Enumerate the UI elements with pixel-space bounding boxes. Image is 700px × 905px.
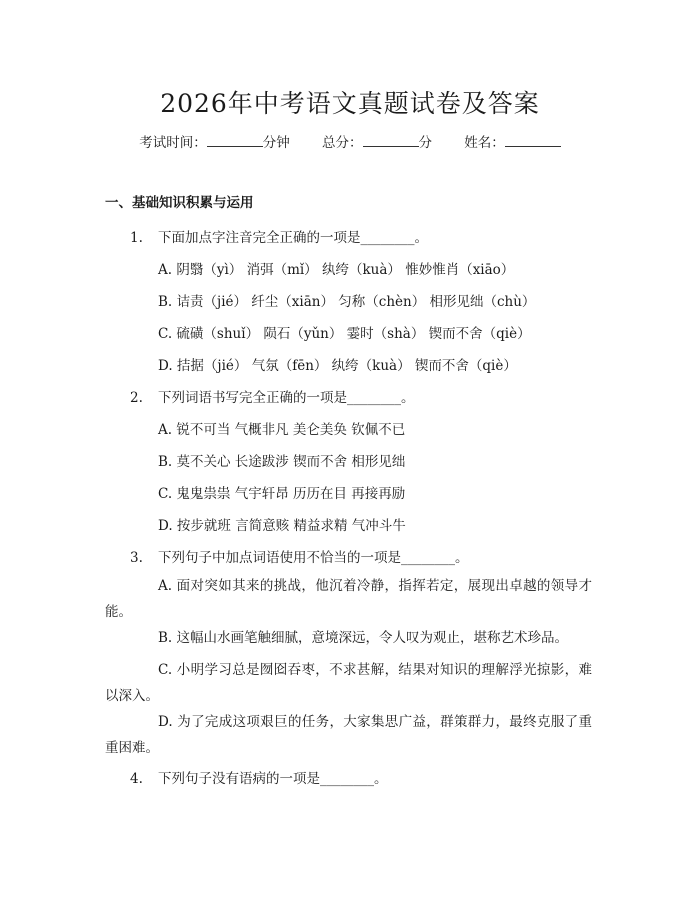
exam-info-line: [0, 131, 700, 151]
q3-option-c: C. 小明学习总是囫囵吞枣，不求甚解，结果对知识的理解浮光掠影，难以深入。: [105, 662, 592, 704]
question-number: 4.: [130, 771, 143, 787]
q3-option-a: A. 面对突如其来的挑战，他沉着冷静，指挥若定，展现出卓越的领导才能。: [105, 578, 592, 620]
exam-time-field: [139, 135, 294, 151]
q2-option-c: C. 鬼鬼祟祟 气宇轩昂 历历在目 再接再励: [158, 486, 406, 502]
q2-option-b: B. 莫不关心 长途跋涉 锲而不舍 相形见绌: [158, 454, 406, 470]
exam-time-unit: 分钟: [262, 135, 290, 151]
q1-option-d: D. 拮据（jié） 气氛（fēn） 纨绔（kuà） 锲而不舍（qiè）: [158, 358, 517, 374]
q1-option-b: B. 诘责（jié） 纤尘（xiān） 匀称（chèn） 相形见绌（chù）: [158, 294, 536, 310]
question-2: [130, 386, 415, 406]
section-heading: 一、基础知识积累与运用: [105, 195, 254, 211]
q3-option-d: D. 为了完成这项艰巨的任务，大家集思广益，群策群力，最终克服了重重困难。: [105, 714, 592, 756]
total-score-field: [322, 135, 436, 151]
question-stem: 下面加点字注音完全正确的一项是________。: [158, 230, 428, 246]
total-score-unit: 分: [418, 135, 432, 151]
total-score-blank: [363, 134, 419, 147]
q1-option-a: A. 阴翳（yì） 消弭（mǐ） 纨绔（kuà） 惟妙惟肖（xiāo）: [158, 262, 515, 278]
question-stem: 下列词语书写完全正确的一项是________。: [158, 390, 415, 406]
question-4: [130, 767, 388, 787]
student-name-label: 姓名：: [464, 135, 505, 151]
q3-option-b: B. 这幅山水画笔触细腻，意境深远，令人叹为观止，堪称艺术珍品。: [158, 630, 569, 646]
question-3: [130, 546, 469, 566]
question-1: [130, 226, 428, 246]
q2-option-d: D. 按步就班 言简意赅 精益求精 气冲斗牛: [158, 518, 406, 534]
question-stem: 下列句子中加点词语使用不恰当的一项是________。: [158, 550, 469, 566]
exam-time-blank: [207, 134, 263, 147]
question-number: 1.: [130, 230, 143, 246]
question-stem: 下列句子没有语病的一项是________。: [158, 771, 388, 787]
q2-option-a: A. 锐不可当 气概非凡 美仑美奂 钦佩不已: [158, 422, 406, 438]
question-number: 3.: [130, 550, 143, 566]
q1-option-c: C. 硫磺（shuǐ） 陨石（yǔn） 霎时（shà） 锲而不舍（qiè）: [158, 326, 531, 342]
exam-time-label: 考试时间：: [139, 135, 207, 151]
page-title: 2026年中考语文真题试卷及答案: [160, 89, 540, 118]
student-name-field: [464, 135, 561, 151]
student-name-blank: [505, 134, 561, 147]
total-score-label: 总分：: [322, 135, 363, 151]
question-number: 2.: [130, 390, 143, 406]
